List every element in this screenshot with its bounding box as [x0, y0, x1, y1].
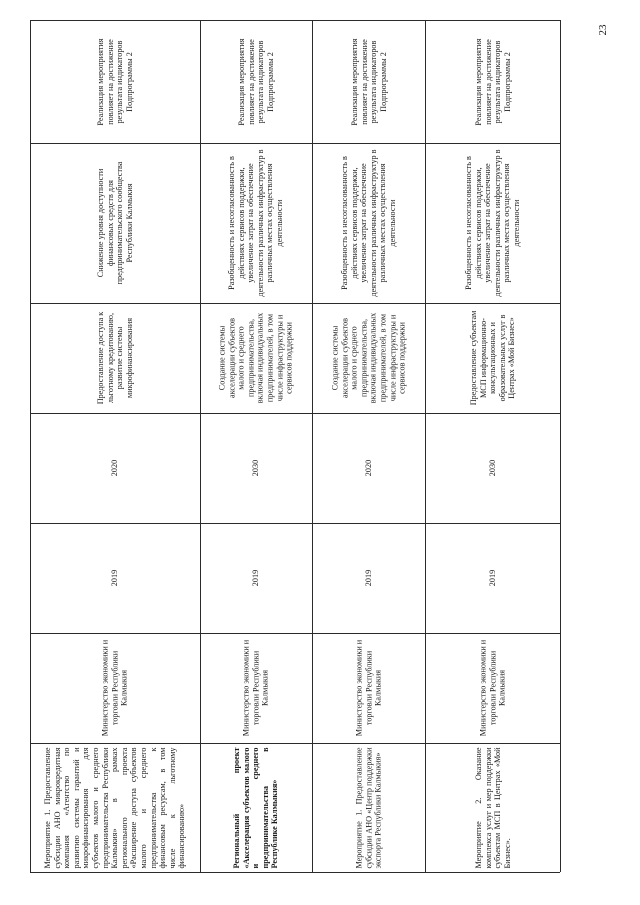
expected-result-cell-text: Создание системы акселерации субъектов малого и среднего предпринимательства, включая индивидуальных предпринимателей, в том числе инфраструктуры и сервисов поддержки — [217, 312, 294, 404]
indicator-cell — [201, 21, 311, 142]
expected-result-cell — [201, 304, 311, 412]
table-vertical-rule — [560, 20, 561, 872]
indicator-cell — [313, 21, 424, 142]
executor-cell-text: Министерство экономики и торговли Республики Калмыкия — [100, 639, 129, 737]
consequences-cell — [201, 144, 311, 302]
start-year-cell-text: 2019 — [487, 569, 497, 587]
consequences-cell — [31, 144, 199, 302]
indicator-cell-text: Реализация мероприятия повлияет на достижение результата индикаторов Подпрограммы 2 — [349, 37, 388, 126]
consequences-cell — [426, 144, 559, 302]
start-year-cell — [201, 524, 311, 632]
consequences-cell-text: Разобщенность и несогласованность в действиях сервисов поддержки, увеличение затрат на обеспечение деятельности различных инфраструктур в различных местах осуществления деятельности — [339, 149, 397, 297]
expected-result-cell — [426, 304, 559, 412]
activity-cell — [201, 744, 311, 871]
start-year-cell-text: 2019 — [110, 569, 120, 587]
indicator-cell-text: Реализация мероприятия повлияет на достижение результата индикаторов Подпрограммы 2 — [236, 37, 275, 126]
end-year-cell-text: 2030 — [251, 459, 261, 477]
end-year-cell-text: 2020 — [363, 459, 373, 477]
page-number: 23 — [597, 24, 609, 36]
activity-cell — [313, 744, 424, 871]
expected-result-cell-text: Предоставление доступа к льготному кредитованию, развитие системы микрофинансирования — [95, 311, 134, 405]
activity-cell — [426, 744, 559, 871]
consequences-cell — [313, 144, 424, 302]
executor-cell — [313, 634, 424, 742]
expected-result-cell-text: Создание системы акселерации субъектов малого и среднего предпринимательства, включая индивидуальных предпринимателей, в том числе инфраструктуры и сервисов поддержки — [330, 312, 407, 404]
indicator-cell — [426, 21, 559, 142]
activity-cell — [31, 744, 199, 871]
activity-cell-text: Мероприятие 1. Предоставление субсидии АНО микрокредитная компания «Агентство по развитию системы гарантий и микрофинансирования для субъектов малого и среднего предпринимательства Республики Калмыкия» в рамках регионального проекта «Расширение доступа субъектов малого и среднего предпринимательства к финансовым ресурсам, в том числе к льготному финансированию» — [43, 747, 187, 868]
activity-cell-text: Мероприятие 2. Оказание комплекса услуг и мер поддержки субъектам МСП в Центрах «Мой Бизнес». — [473, 747, 512, 868]
start-year-cell-text: 2019 — [363, 569, 373, 587]
executor-cell — [201, 634, 311, 742]
executor-cell-text: Министерство экономики и торговли Республики Калмыкия — [241, 639, 270, 737]
indicator-cell-text: Реализация мероприятия повлияет на достижение результата индикаторов Подпрограммы 2 — [95, 37, 134, 126]
end-year-cell — [313, 414, 424, 522]
indicator-cell-text: Реализация мероприятия повлияет на достижение результата индикаторов Подпрограммы 2 — [473, 37, 512, 126]
start-year-cell — [31, 524, 199, 632]
consequences-cell-text: Снижение уровня доступности финансовых средств для предпринимательского сообщества Республики Калмыкия — [95, 161, 134, 285]
start-year-cell — [426, 524, 559, 632]
end-year-cell — [201, 414, 311, 522]
start-year-cell-text: 2019 — [251, 569, 261, 587]
end-year-cell-text: 2030 — [487, 459, 497, 477]
expected-result-cell — [313, 304, 424, 412]
executor-cell — [31, 634, 199, 742]
consequences-cell-text: Разобщенность и несогласованность в действиях сервисов поддержки, увеличение затрат на обеспечение деятельности различных инфраструктур в различных местах осуществления деятельности — [463, 149, 521, 297]
start-year-cell — [313, 524, 424, 632]
end-year-cell — [426, 414, 559, 522]
executor-cell-text: Министерство экономики и торговли Республики Калмыкия — [354, 639, 383, 737]
activity-cell-text: Региональный проект «Акселерация субъектов малого и среднего предпринимательства в Республике Калмыкия» — [232, 747, 280, 868]
activity-cell-text: Мероприятие 1. Предоставление субсидии АНО «Центр поддержки экспорта Республики Калмыкия» — [354, 747, 383, 868]
expected-result-cell-text: Предоставление субъектам МСП информационно-консультационных и образовательных услуг в Центрах «Мой Бизнес» — [468, 310, 516, 406]
table-horizontal-rule — [30, 872, 560, 873]
indicator-cell — [31, 21, 199, 142]
expected-result-cell — [31, 304, 199, 412]
executor-cell-text: Министерство экономики и торговли Республики Калмыкия — [478, 639, 507, 737]
end-year-cell — [31, 414, 199, 522]
end-year-cell-text: 2020 — [110, 459, 120, 477]
consequences-cell-text: Разобщенность и несогласованность в действиях сервисов поддержки, увеличение затрат на обеспечение деятельности различных инфраструктур в различных местах осуществления деятельности — [227, 149, 285, 297]
executor-cell — [426, 634, 559, 742]
